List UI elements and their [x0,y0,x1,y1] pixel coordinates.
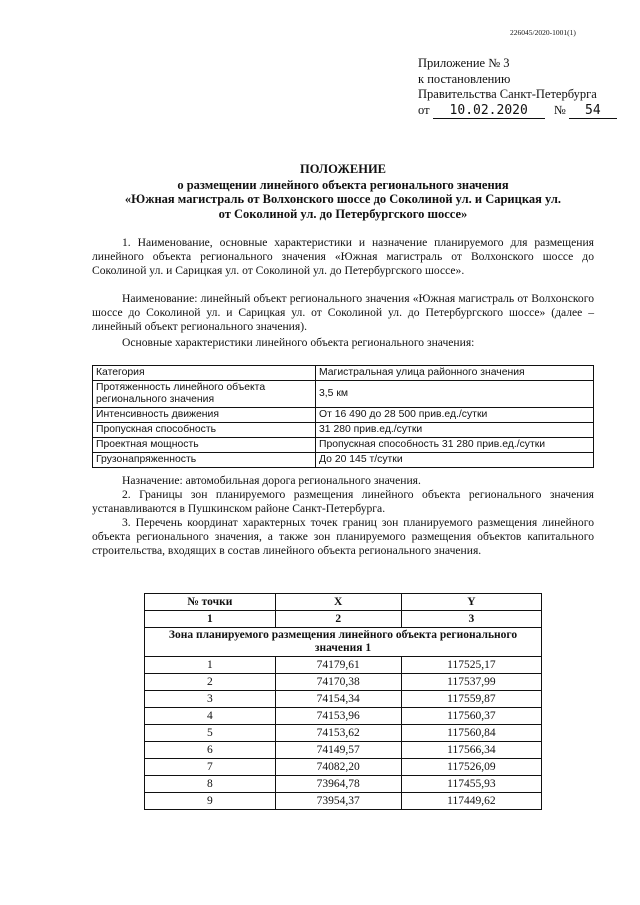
index-cell: 3 [401,611,541,628]
x-coordinate: 73964,78 [275,776,401,793]
coordinate-row [145,742,542,759]
point-number: 2 [145,674,276,691]
y-coordinate: 117559,87 [401,691,541,708]
characteristic-value: Магистральная улица районного значения [316,366,594,381]
x-coordinate: 74149,57 [275,742,401,759]
zone-title: Зона планируемого размещения линейного объекта регионального значения 1 [145,628,542,657]
coordinate-row [145,793,542,810]
characteristic-name: Грузонапряженность [93,453,316,468]
point-number: 7 [145,759,276,776]
characteristic-name: Интенсивность движения [93,408,316,423]
x-coordinate: 73954,37 [275,793,401,810]
coordinates-table [144,593,542,810]
index-cell: 2 [275,611,401,628]
appendix-number: 54 [569,103,617,120]
paragraph-6: 3. Перечень координат характерных точек границ зон планируемого размещения линейного объекта регионального значения, а также зон планируемого размещения объектов капитального строительства, входящих в состав линейного объекта регионального значения. [92,516,594,557]
y-coordinate: 117566,34 [401,742,541,759]
document-title [60,162,626,221]
characteristic-value: От 16 490 до 28 500 прив.ед./сутки [316,408,594,423]
characteristic-row [93,408,594,423]
point-number: 1 [145,657,276,674]
title-line-1: ПОЛОЖЕНИЕ [299,162,387,176]
x-coordinate: 74179,61 [275,657,401,674]
y-coordinate: 117525,17 [401,657,541,674]
x-coordinate: 74170,38 [275,674,401,691]
appendix-line-3: Правительства Санкт-Петербурга [418,87,597,101]
coordinate-row [145,657,542,674]
point-number: 3 [145,691,276,708]
characteristic-value: 3,5 км [316,381,594,408]
header-y: Y [401,594,541,611]
x-coordinate: 74153,96 [275,708,401,725]
coordinate-row [145,725,542,742]
paragraph-4: Назначение: автомобильная дорога регионального значения. [122,474,421,487]
coordinate-row [145,691,542,708]
characteristic-name: Протяженность линейного объекта регионального значения [93,381,316,408]
y-coordinate: 117560,84 [401,725,541,742]
characteristic-name: Проектная мощность [93,438,316,453]
coord-index-row [145,611,542,628]
title-line-3: «Южная магистраль от Волхонского шоссе до Соколиной ул. и Сарицкая ул. [124,192,562,206]
y-coordinate: 117560,37 [401,708,541,725]
x-coordinate: 74082,20 [275,759,401,776]
coordinate-row [145,776,542,793]
point-number: 5 [145,725,276,742]
characteristic-name: Категория [93,366,316,381]
characteristic-row [93,453,594,468]
coordinate-row [145,708,542,725]
paragraph-2: Наименование: линейный объект регионального значения «Южная магистраль от Волхонского шоссе до Соколиной ул. и Сарицкая ул. от Соколиной ул. до Петербургского шоссе» (далее – линейный объект регионального значения). [92,292,594,333]
y-coordinate: 117526,09 [401,759,541,776]
header-point-number: № точки [145,594,276,611]
paragraph-3: Основные характеристики линейного объекта регионального значения: [122,336,475,349]
paragraph-1: 1. Наименование, основные характеристики и назначение планируемого для размещения линейного объекта регионального значения «Южная магистраль от Волхонского шоссе до Соколиной ул. и Сарицкая ул. от Соколиной ул. до Петербургского шоссе». [92,236,594,277]
title-line-4: от Соколиной ул. до Петербургского шоссе» [218,206,468,221]
paragraph-5: 2. Границы зон планируемого размещения линейного объекта регионального значения устанавливаются в Пушкинском районе Санкт-Петербурга. [92,488,594,515]
characteristic-value: 31 280 прив.ед./сутки [316,423,594,438]
point-number: 4 [145,708,276,725]
coordinate-row [145,759,542,776]
coord-header-row [145,594,542,611]
appendix-number-label: № [553,102,566,117]
x-coordinate: 74153,62 [275,725,401,742]
appendix-block [418,56,617,119]
point-number: 6 [145,742,276,759]
zone-row [145,628,542,657]
index-cell: 1 [145,611,276,628]
characteristic-name: Пропускная способность [93,423,316,438]
y-coordinate: 117537,99 [401,674,541,691]
document-id: 226045/2020-1001(1) [510,28,576,37]
point-number: 9 [145,793,276,810]
characteristic-row [93,366,594,381]
point-number: 8 [145,776,276,793]
appendix-from-label: от [418,102,430,117]
header-x: X [275,594,401,611]
characteristic-value: До 20 145 т/сутки [316,453,594,468]
appendix-line-2: к постановлению [418,71,511,86]
appendix-line-1: Приложение № 3 [418,56,510,70]
title-line-2: о размещении линейного объекта регионального значения [177,177,509,192]
characteristic-row [93,423,594,438]
characteristic-row [93,381,594,408]
x-coordinate: 74154,34 [275,691,401,708]
appendix-date-line [418,103,617,120]
y-coordinate: 117449,62 [401,793,541,810]
characteristic-row [93,438,594,453]
characteristics-table [92,365,594,468]
appendix-date: 10.02.2020 [433,103,545,120]
characteristic-value: Пропускная способность 31 280 прив.ед./сутки [316,438,594,453]
y-coordinate: 117455,93 [401,776,541,793]
coordinate-row [145,674,542,691]
